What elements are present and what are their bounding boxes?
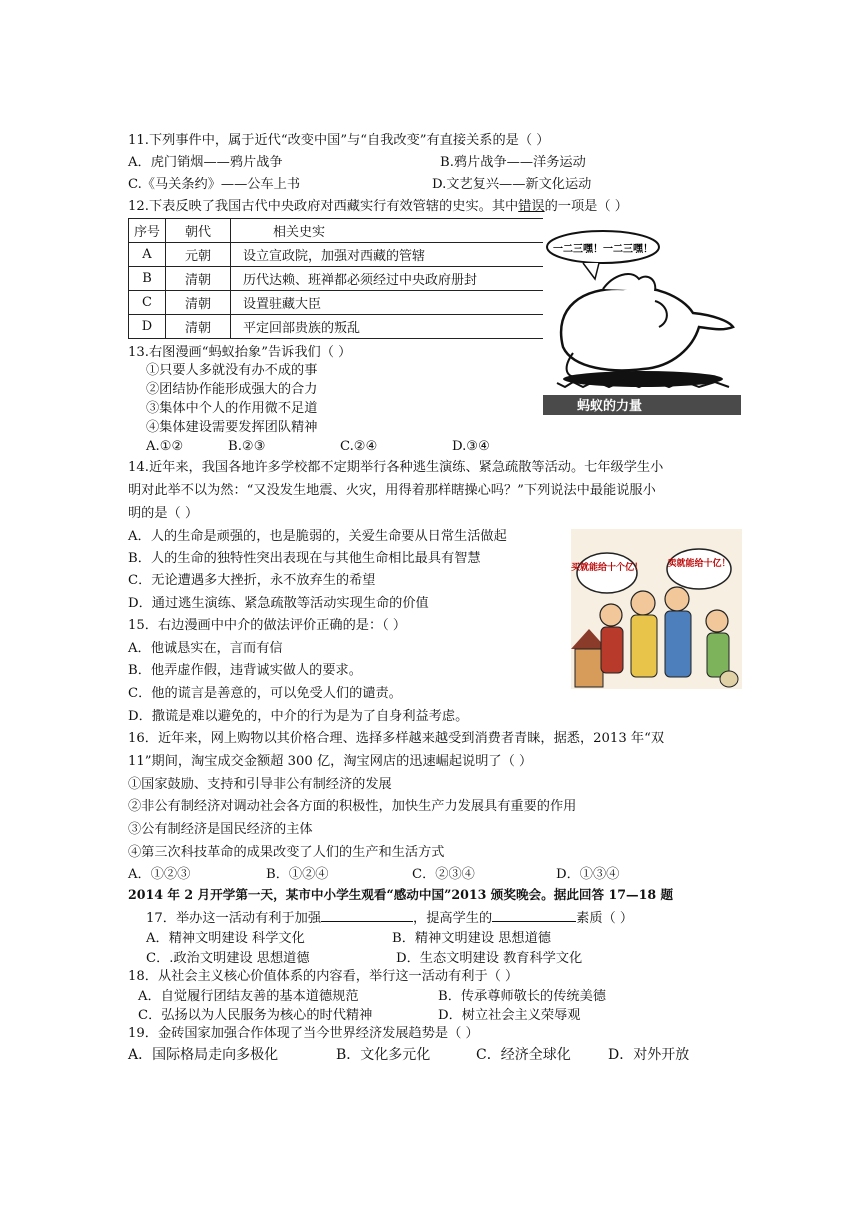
q11-option-c: C.《马关条约》——公车上书 [128,177,301,192]
q18-option-d: D．树立社会主义荣辱观 [438,1008,581,1023]
q13-option-b: B.②③ [228,439,266,454]
q14-option-d: D．通过逃生演练、紧急疏散等活动实现生命的价值 [128,596,429,611]
cell-fact: 历代达赖、班禅都必须经过中央政府册封 [231,267,546,291]
ants-elephant-cartoon [543,217,741,415]
speech-bubble-text: 一二三嘿！一二三嘿！ [553,244,653,255]
q18-stem: 18．从社会主义核心价值体系的内容看，举行这一活动有利于（ ） [128,969,519,984]
q16-stem-line2: 11”期间，淘宝成交金额超 300 亿，淘宝网店的迅速崛起说明了（ ） [128,754,533,769]
header-index: 序号 [129,219,166,243]
q15-option-a: A．他诚恳实在，言而有信 [128,641,283,656]
cell-index: D [129,315,166,339]
q13-option-a: A.①② [146,439,184,454]
q15-option-d: D．撒谎是难以避免的，中介的行为是为了自身利益考虑。 [128,709,469,724]
cell-dynasty: 元朝 [166,243,231,267]
q14-stem-line2: 明对此举不以为然：“又没发生地震、火灾，用得着那样瞎操心吗？”下列说法中最能说服小 [128,483,656,498]
q13-statement-3: ③集体中个人的作用微不足道 [146,401,318,416]
q13-stem: 13.右图漫画“蚂蚁抬象”告诉我们（ ） [128,345,352,360]
q13-statement-1: ①只要人多就没有办不成的事 [146,363,318,378]
q12-table [128,218,546,339]
q18-option-a: A．自觉履行团结友善的基本道德规范 [138,989,359,1004]
q19-stem: 19．金砖国家加强合作体现了当今世界经济发展趋势是（ ） [128,1026,479,1041]
q11-option-b: B.鸦片战争——洋务运动 [440,155,586,170]
header-dynasty: 朝代 [166,219,231,243]
q17-stem-part2: ，提高学生的 [413,911,493,926]
table-row [129,315,546,339]
table-row [129,243,546,267]
cell-index: A [129,243,166,267]
q11-option-a: A．虎门销烟——鸦片战争 [128,155,283,170]
q16-stem-line1: 16．近年来，网上购物以其价格合理、选择多样越来越受到消费者青睐，据悉，2013 年“双 [128,731,665,746]
q14-option-b: B．人的生命的独特性突出表现在与其他生命相比最具有智慧 [128,551,481,566]
q16-option-a: A．①②③ [128,867,191,882]
table-row [129,291,546,315]
cartoon-caption: 蚂蚁的力量 [577,399,643,414]
q15-option-c: C．他的谎言是善意的，可以免受人们的谴责。 [128,686,402,701]
cell-dynasty: 清朝 [166,291,231,315]
header-facts: 相关史实 [231,219,546,243]
q19-option-a: A．国际格局走向多极化 [128,1047,279,1063]
q17-blank-1 [321,907,413,922]
q16-option-b: B．①②④ [266,867,329,882]
q14-stem-line3: 明的是（ ） [128,506,199,521]
q13-statement-4: ④集体建设需要发挥团队精神 [146,420,318,435]
q13-statement-2: ②团结协作能形成强大的合力 [146,382,318,397]
q16-statement-2: ②非公有制经济对调动社会各方面的积极性，加快生产力发展具有重要的作用 [128,799,577,814]
q12-stem-underlined: 错误 [518,199,545,214]
q17-option-c: C．.政治文明建设 思想道德 [146,951,310,966]
table-row [129,267,546,291]
cell-index: B [129,267,166,291]
q12-stem-post: 的一项是（ ） [544,199,628,214]
q17-option-b: B．精神文明建设 思想道德 [392,931,551,946]
table-header-row [129,219,546,243]
q11-stem: 11.下列事件中，属于近代“改变中国”与“自我改变”有直接关系的是（ ） [128,133,550,148]
q19-option-b: B．文化多元化 [336,1047,431,1063]
q13-option-c: C.②④ [340,439,378,454]
q14-option-c: C．无论遭遇多大挫折，永不放弃生的希望 [128,573,376,588]
q16-statement-3: ③公有制经济是国民经济的主体 [128,822,313,837]
q17-blank-2 [492,907,576,922]
cell-dynasty: 清朝 [166,267,231,291]
cell-fact: 平定回部贵族的叛乱 [231,315,546,339]
q14-stem-line1: 14.近年来，我国各地许多学校都不定期举行各种逃生演练、紧急疏散等活动。七年级学生小 [128,460,664,475]
q19-option-c: C．经济全球化 [476,1047,571,1063]
q17-option-a: A．精神文明建设 科学文化 [146,931,305,946]
q12-stem-pre: 12.下表反映了我国古代中央政府对西藏实行有效管辖的史实。其中 [128,199,519,214]
agent-cartoon [571,529,742,689]
q17-option-d: D．生态文明建设 教育科学文化 [396,951,583,966]
q12-stem [128,197,628,217]
q16-option-d: D．①③④ [556,867,620,882]
cell-fact: 设置驻藏大臣 [231,291,546,315]
q17-stem-part1: 17．举办这一活动有利于加强 [146,911,322,926]
q16-statement-4: ④第三次科技革命的成果改变了人们的生产和生活方式 [128,845,445,860]
bubble-left-text: 买就能给十个亿！ [571,563,644,573]
q18-option-c: C．弘扬以为人民服务为核心的时代精神 [138,1008,373,1023]
q13-option-d: D.③④ [452,439,490,454]
q19-option-d: D．对外开放 [608,1047,690,1063]
q17-stem [146,907,633,929]
q17-18-intro: 2014 年 2 月开学第一天，某市中小学生观看“感动中国”2013 颁奖晚会。据此回答 17—18 题 [128,887,674,902]
cell-index: C [129,291,166,315]
q15-option-b: B．他弄虚作假，违背诚实做人的要求。 [128,663,362,678]
q18-option-b: B．传承尊师敬长的传统美德 [438,989,606,1004]
cell-dynasty: 清朝 [166,315,231,339]
q17-stem-part3: 素质（ ） [576,911,634,926]
q16-option-c: C．②③④ [412,867,475,882]
q11-option-d: D.文艺复兴——新文化运动 [432,177,592,192]
cell-fact: 设立宣政院，加强对西藏的管辖 [231,243,546,267]
bubble-right-text: 卖就能给十亿！ [667,559,731,569]
q15-stem: 15．右边漫画中中介的做法评价正确的是：（ ） [128,618,407,633]
q16-statement-1: ①国家鼓励、支持和引导非公有制经济的发展 [128,777,392,792]
q14-option-a: A．人的生命是顽强的，也是脆弱的，关爱生命要从日常生活做起 [128,529,507,544]
